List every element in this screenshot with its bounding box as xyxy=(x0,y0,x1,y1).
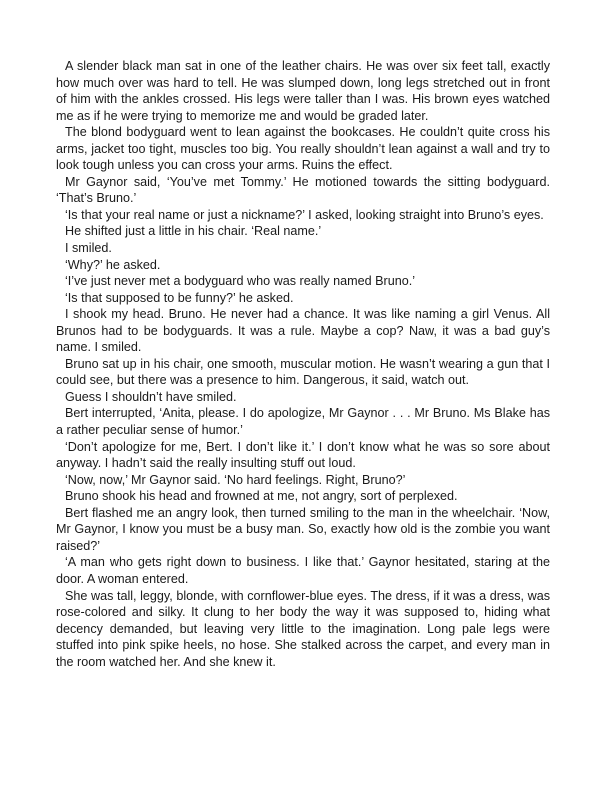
paragraph: ‘Don’t apologize for me, Bert. I don’t like it.’ I don’t know what he was so sore about anyway. I hadn’t said the really insulting stuff out loud. xyxy=(56,439,550,471)
paragraph: Mr Gaynor said, ‘You’ve met Tommy.’ He motioned towards the sitting bodyguard. ‘That’s Bruno.’ xyxy=(56,174,550,206)
paragraph: ‘Is that supposed to be funny?’ he asked. xyxy=(65,290,294,305)
paragraph: She was tall, leggy, blonde, with cornflower-blue eyes. The dress, if it was a dress, was rose-colored and silky. It clung to her body the way it was supposed to, hiding what decency demanded, but leaving very little to the imagination. Long pale legs were stuffed into pink spike heels, no hose. She stalked across the carpet, and every man in the room watched her. And she knew it. xyxy=(56,588,550,669)
paragraph: ‘Is that your real name or just a nickname?’ I asked, looking straight into Bruno’s eyes. xyxy=(65,207,544,222)
paragraph: Guess I shouldn’t have smiled. xyxy=(65,389,237,404)
paragraph: ‘I’ve just never met a bodyguard who was really named Bruno.’ xyxy=(65,274,416,289)
page-text xyxy=(56,58,550,670)
paragraph: Bruno sat up in his chair, one smooth, muscular motion. He wasn’t wearing a gun that I could see, but there was a presence to him. Dangerous, it said, watch out. xyxy=(56,356,550,388)
paragraph: He shifted just a little in his chair. ‘Real name.’ xyxy=(65,224,322,239)
paragraph: A slender black man sat in one of the leather chairs. He was over six feet tall, exactly how much over was hard to tell. He was slumped down, long legs stretched out in front of him with the ankles crossed. His legs were taller than I was. His brown eyes watched me as if he were trying to memorize me and would be graded later. xyxy=(56,59,550,123)
paragraph: I smiled. xyxy=(65,241,112,256)
paragraph: ‘A man who gets right down to business. I like that.’ Gaynor hesitated, staring at the door. A woman entered. xyxy=(56,555,550,586)
paragraph: Bert flashed me an angry look, then turned smiling to the man in the wheelchair. ‘Now, Mr Gaynor, I know you must be a busy man. So, exactly how old is the zombie you want raised?’ xyxy=(56,505,550,553)
paragraph: ‘Now, now,’ Mr Gaynor said. ‘No hard feelings. Right, Bruno?’ xyxy=(65,472,406,487)
paragraph: Bert interrupted, ‘Anita, please. I do apologize, Mr Gaynor . . . Mr Bruno. Ms Blake has a rather peculiar sense of humor.’ xyxy=(56,406,550,438)
paragraph: ‘Why?’ he asked. xyxy=(65,257,161,272)
paragraph: Bruno shook his head and frowned at me, not angry, sort of perplexed. xyxy=(65,489,458,504)
paragraph: The blond bodyguard went to lean against the bookcases. He couldn’t quite cross his arms, jacket too tight, muscles too big. You really shouldn’t lean against a wall and try to look tough unless you can cross your arms. Ruins the effect. xyxy=(56,125,550,173)
paragraph: I shook my head. Bruno. He never had a chance. It was like naming a girl Venus. All Brunos had to be bodyguards. It was a rule. Maybe a cop? Naw, it was a bad guy’s name. I smiled. xyxy=(56,307,550,355)
